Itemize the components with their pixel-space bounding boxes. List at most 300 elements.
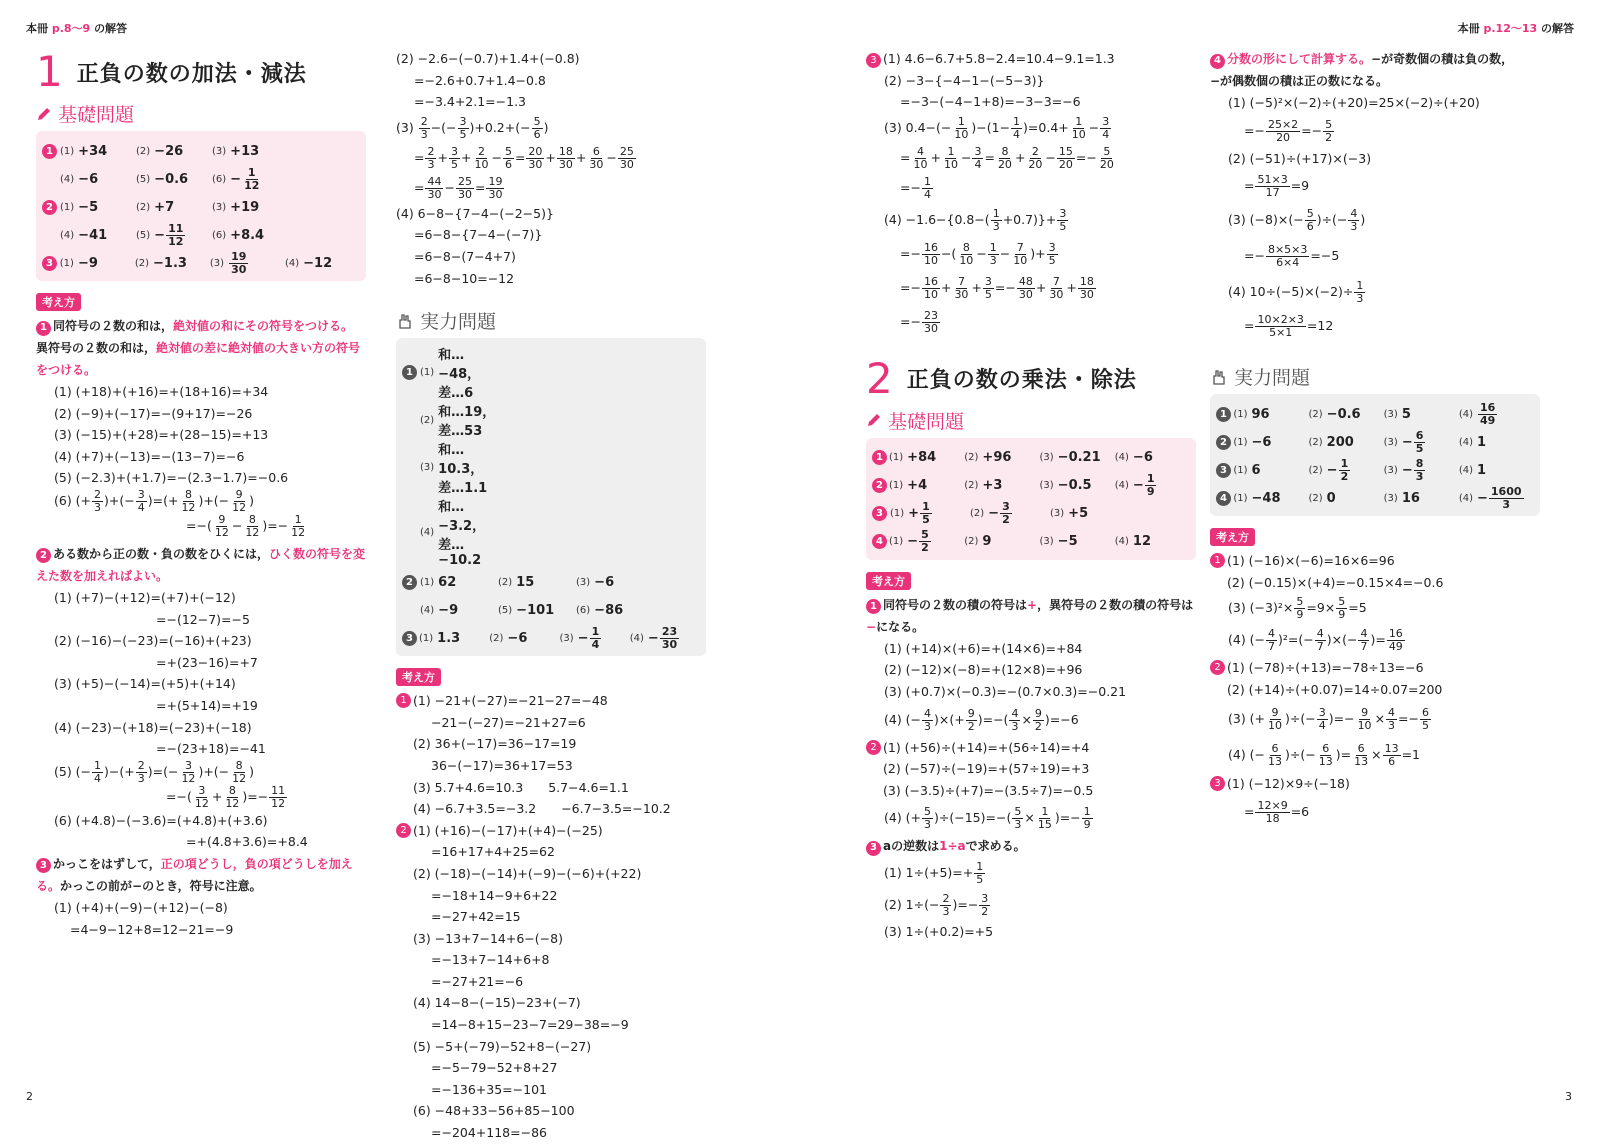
q-number-icon: 2 [402,575,417,590]
tag-prefix: 本冊 [1457,22,1480,35]
answer-label: (1) [59,257,74,269]
answer-label: (1) [420,367,435,379]
answer-label: (4) [420,604,435,616]
q-number-icon: 3 [872,506,887,521]
c4-k2-3: (3) (+ $\frac{9}{10}$ )÷(− $\frac{3}{4}$ )=− $\frac{9}{10}$ × $\frac{4}{3}$ =− $\frac{6}{5}$ [1228,705,1429,732]
answer-label: (3) [1383,464,1398,476]
answer-label: (2) [964,452,979,464]
note-text: 異符号の２数の和は， [36,341,157,355]
answer-cell [136,200,212,215]
answer-value: +13 [230,143,260,159]
c3-t4b: =− $\frac{16}{10}$ −( $\frac{8}{10}$ − $\frac{1}{3}$ − $\frac{7}{10}$ )+ $\frac{3}{5}$ [900,240,1056,267]
answer-value: −12 [303,255,333,271]
answer-value: 6 [1251,462,1261,478]
q-number-icon: 3 [42,256,57,271]
answer-cell [889,450,964,465]
answer-label: (1) [1233,408,1248,420]
c2-l7: (4) 6−8−{7−4−(−2−5)} [396,205,554,221]
answer-label: (2) [1308,408,1323,420]
answer-value: 和…−3.2，差…−10.2 [438,500,486,569]
answer-row [402,596,700,624]
q-number-icon: 2 [872,478,887,493]
solution-line: (3) 5.7+4.6=10.3 5.7−4.6=1.1 [413,779,629,795]
column-3 [866,48,1196,943]
c4-k3-1b: = $\frac{12\times 9}{18}$ =6 [1244,799,1310,826]
answer-cell [420,344,498,401]
answer-cell [136,172,212,187]
answer-cell [135,256,210,271]
answer-cell [1040,534,1115,549]
answer-cell [576,575,654,590]
answer-cell [212,200,288,215]
note-highlight: 正の項どうし，負の項どうしを加える。 [36,856,353,893]
answer-cell [964,450,1039,465]
answer-cell [489,631,559,646]
answer-value: 62 [438,574,457,590]
answer-value: 200 [1326,434,1354,450]
q-number-icon: 1 [1210,553,1225,568]
answer-cell [1309,458,1384,483]
answer-row [42,193,360,221]
answer-cell [970,501,1050,526]
answer-value: 和…−48，差…6 [438,348,481,402]
answer-cell [964,478,1039,493]
q-number-icon: 2 [36,548,51,563]
pencil-icon [866,412,882,428]
answer-cell [420,439,498,496]
answer-label: (1) [890,508,905,520]
solution-line: (4) 14−8−(−15)−23+(−7) [413,995,581,1011]
answer-label: (3) [209,257,225,269]
c4-k3-1: (1) (−12)×9÷(−18) [1227,775,1350,791]
q-number-slot [872,450,889,465]
note-text: −が奇数個の積は負の数， [1371,52,1514,66]
solution-line: =16+17+4+25=62 [431,844,555,860]
right-page-tag [1458,20,1574,36]
k3-1b: =4−9−12+8=12−21=−9 [70,921,234,937]
c4-l4: (4) 10÷(−5)×(−2)÷ $\frac{1}{3}$ [1228,279,1364,306]
solution-line: (4) (+7)+(−13)=−(13−7)=−6 [54,448,245,464]
solution-line: =−27+42=15 [431,909,521,925]
c2-l8: =6−8−{7−4−(−7)} [414,227,543,243]
answer-label: (3) [1039,536,1054,548]
jitsu-answers-box [1210,394,1540,516]
note-highlight: 絶対値の和にその符号をつける。 [173,319,354,333]
answer-label: (2) [136,201,151,213]
c4-k4: (4) (− $\frac{4}{7}$ )²=(− $\frac{4}{7}$ )×(− $\frac{4}{7}$ )= $\frac{16}{49}$ [1228,627,1403,654]
answer-label: (1) [420,576,435,588]
answer-label: (4) [629,632,644,644]
answer-cell [60,172,136,187]
answer-value: 和…10.3，差…1.1 [438,443,488,497]
answer-value: −0.6 [154,171,189,187]
section-title-text: 正負の数の加法・減法 [76,61,307,87]
answer-label: (5) [136,229,151,241]
answer-label: (1) [889,536,904,548]
q-number-slot [42,200,60,215]
solution-line: =−(23+18)=−41 [156,741,266,757]
jitsu-problems-heading [1210,363,1540,390]
solution-line: (3) −13+7−14+6−(−8) [413,930,563,946]
basic-label: 基礎問題 [888,410,965,433]
c4-k2-4: (4) (− $\frac{6}{13}$ )÷(− $\frac{6}{13}$ )= $\frac{6}{13}$ × $\frac{13}{6}$ =1 [1228,741,1421,768]
answer-label: (4) [60,229,75,241]
answer-label: (6) [212,229,227,241]
note-text: になる。 [876,619,925,634]
solution-line: (1) (+16)−(−17)+(+4)−(−25) [413,822,603,838]
solution-line: =−27+21=−6 [431,973,524,989]
solution-line: (5) (−2.3)+(+1.7)=−(2.3−1.7)=−0.6 [54,470,289,486]
answer-value: −6 [594,574,615,590]
basic-label: 基礎問題 [58,104,135,126]
answer-row [402,568,700,596]
s2j-q3-block [1210,773,1540,795]
solution-line: (6) −48+33−56+85−100 [413,1103,575,1119]
answer-value: −0.21 [1057,450,1101,466]
note-text: ，異符号の２数の積の符号は [1037,597,1194,612]
kangae-badge: 考え方 [866,572,911,590]
solution-line: =−204+118=−86 [431,1125,547,1141]
answer-value: +84 [907,450,937,466]
answer-value: − $\frac{6}{5}$ [1401,428,1424,455]
c3-k2-4: (4) (+ $\frac{5}{3}$ )÷(−15)=−( $\frac{5}{3}$ × $\frac{1}{15}$ )=− $\frac{1}{9}$ [884,805,1091,832]
answer-label: (1) [889,480,904,492]
c3-t3b: = $\frac{4}{10}$ + $\frac{1}{10}$ − $\frac{3}{4}$ = $\frac{8}{20}$ + $\frac{2}{20}$ − $\frac{15}{20}$ =− $\frac{5}{20}$ [900,144,1114,171]
answer-label: (4) [1458,464,1473,476]
note-s2-3 [866,835,1196,857]
solution-line: (1) (+56)÷(+14)=+(56÷14)=+4 [883,739,1090,755]
jitsu-problems-heading [396,307,706,334]
q-number-slot [872,478,889,493]
answer-cell [560,626,630,651]
basic-problems-heading [866,407,1196,434]
solution-line: =−3−(−4−1+8)=−3−3=−6 [900,94,1081,110]
answer-value: −26 [154,143,184,159]
answer-row [872,444,1190,472]
s2-kangae-1-lines [866,638,1196,703]
section-number: 2 [866,353,893,403]
answer-value: 1 [1476,434,1487,450]
solution-line: (1) (+14)×(+6)=+(14×6)=+84 [884,640,1083,656]
note-text: ある数から正の数・負の数をひくには， [53,546,270,561]
answer-cell [1384,430,1459,455]
answer-cell [1309,435,1384,450]
answer-cell [1233,435,1308,450]
c4-l4b: = $\frac{10\times 2\times 3}{5\times 1}$ =12 [1244,313,1334,340]
c3-k3-1: (1) 1÷(+5)=+ $\frac{1}{5}$ [884,860,984,887]
answer-value: −5 [78,199,99,215]
c3-k3-2: (2) 1÷(− $\frac{2}{3}$ )=− $\frac{3}{2}$ [884,892,989,919]
answer-label: (2) [489,632,504,644]
hand-icon [396,312,414,330]
solution-line: (1) (+7)−(+12)=(+7)+(−12) [54,589,236,605]
s2j-kangae-1-lines [1227,550,1443,593]
q-number-icon: 1 [36,321,51,336]
left-page-number: 2 [26,1090,33,1103]
q-number-icon: 3 [866,841,881,856]
answer-cell [890,501,970,526]
answer-label: (2) [136,145,151,157]
answer-cell [1309,491,1384,506]
solution-line: (3) (+5)−(−14)=(+5)+(+14) [54,676,236,692]
answer-value: − $\frac{5}{2}$ [907,528,929,555]
note-3 [36,853,366,897]
answer-label: (1) [889,452,904,464]
answer-value: 1.3 [437,630,461,646]
k3-1a: (1) (+4)+(−9)−(+12)−(−8) [54,899,228,915]
answer-value: +7 [154,199,175,215]
q-number-slot [1216,491,1233,506]
answer-row [42,249,360,277]
solution-line: (2) (−9)+(−17)=−(9+17)=−26 [54,405,253,421]
hand-icon [1210,368,1228,386]
solution-line: (4) (−23)−(+18)=(−23)+(−18) [54,719,252,735]
answer-value: −0.5 [1057,478,1092,494]
answer-value: −5 [1057,534,1078,550]
answer-value: − $\frac{1}{9}$ [1132,472,1155,499]
right-page-number: 3 [1565,1090,1572,1103]
answer-row [1216,484,1534,512]
note-text: aの逆数は [883,839,940,854]
answer-value: $\frac{19}{30}$ [231,249,247,276]
answer-value: 16 [1401,490,1420,506]
answer-value: −9 [77,255,98,271]
q-number-icon: 3 [866,53,881,68]
answer-cell [576,603,654,618]
answer-value: −41 [78,227,108,243]
answer-label: (1) [60,145,75,157]
answer-row [42,221,360,249]
left-page-tag [26,20,127,36]
solution-line: (2) (−16)−(−23)=(−16)+(+23) [54,633,252,649]
solution-line: (3) (+0.7)×(−0.3)=−(0.7×0.3)=−0.21 [884,683,1127,699]
answer-value: 15 [516,574,535,590]
answer-value: −101 [516,602,555,618]
note-highlight: − [866,619,877,634]
answer-value: $\frac{16}{49}$ [1479,400,1496,427]
q-number-icon: 1 [1216,407,1231,422]
answer-cell [964,534,1039,549]
answer-cell [1309,407,1384,422]
q-number-slot [1216,407,1233,422]
s2-kangae-2-lines [883,737,1093,802]
solution-line: (2) (−12)×(−8)=+(12×8)=+96 [884,662,1083,678]
kangae-badge: 考え方 [1210,528,1255,546]
answer-cell [1384,491,1459,506]
c3-t4c: =− $\frac{16}{10}$ + $\frac{7}{30}$ + $\frac{3}{5}$ =− $\frac{48}{30}$ + $\frac{7}{30}$ + $\frac{18}{30}$ [900,274,1094,301]
c2-l1: (2) −2.6−(−0.7)+1.4+(−0.8) [396,51,580,66]
answer-label: (5) [498,604,513,616]
answer-cell [1050,506,1130,521]
answer-label: (1) [1233,436,1248,448]
solution-line: 36−(−17)=36+17=53 [431,757,573,773]
solution-line: =−5−79−52+8+27 [431,1060,558,1076]
answer-label: (5) [136,173,151,185]
q-number-icon: 1 [42,144,57,159]
q-number-slot [42,256,60,271]
answer-row [1216,428,1534,456]
answer-value: −9 [438,602,459,618]
basic-answers-box [866,438,1196,560]
k1-6a: (6) (+ $\frac{2}{3}$ )+(− $\frac{3}{4}$ )=(+ $\frac{8}{12}$ )+(− $\frac{9}{12}$ ) [54,487,255,514]
q-number-icon: 3 [1210,776,1225,791]
k1-6b: =−( $\frac{9}{12}$ − $\frac{8}{12}$ )=− $\frac{1}{12}$ [186,512,306,539]
c4-k2-2: (2) (+14)÷(+0.07)=14÷0.07=200 [1227,681,1443,697]
answer-label: (4) [1458,492,1473,504]
c3-k3-3: (3) 1÷(+0.2)=+5 [884,924,994,940]
q-number-icon: 3 [402,631,417,646]
q-number-icon: 4 [872,534,887,549]
answer-label: (6) [212,173,227,185]
answer-label: (4) [1114,452,1129,464]
answer-cell [285,256,360,271]
answer-label: (4) [60,173,75,185]
solution-line: =−18+14−9+6+22 [431,887,558,903]
column-4 [1210,48,1540,830]
answer-cell [1459,402,1534,427]
answer-cell [1384,407,1459,422]
answer-cell [1115,450,1190,465]
answer-row [872,528,1190,556]
answer-cell [1115,534,1190,549]
solution-line: (3) (−15)+(+28)=+(28−15)=+13 [54,427,269,443]
answer-value: +96 [982,450,1012,466]
kangae-2-lines [36,587,366,760]
answer-cell [212,144,288,159]
note-text: 同符号の２数の和は， [53,319,174,333]
solution-line: (4) −6.7+3.5=−3.2 −6.7−3.5=−10.2 [413,801,671,817]
answer-value: − $\frac{11}{12}$ [154,221,184,248]
c3-k1-4: (4) (− $\frac{4}{3}$ )×(+ $\frac{9}{2}$ )=−( $\frac{4}{3}$ × $\frac{9}{2}$ )=−6 [884,706,1079,733]
q-number-icon: 1 [396,693,411,708]
answer-label: (2) [1308,436,1323,448]
answer-value: −6 [1132,450,1153,466]
solution-line: (3) (−3.5)÷(+7)=−(3.5÷7)=−0.5 [883,782,1094,798]
answer-label: (4) [1458,408,1473,420]
kangae-badge: 考え方 [36,293,81,311]
k2-5a: (5) (− $\frac{1}{4}$ )−(+ $\frac{2}{3}$ )=(− $\frac{3}{12}$ )+(− $\frac{8}{12}$ ) [54,758,255,785]
note-2 [36,543,366,587]
answer-value: +8.4 [230,227,265,243]
answer-row [402,624,700,652]
solution-line: =−13+7−14+6+8 [431,952,550,968]
jitsu-label: 実力問題 [420,311,497,334]
c2-l3: =−3.4+2.1=−1.3 [414,94,527,110]
answer-label: (1) [419,632,434,644]
answer-value: − $\frac{1}{4}$ [577,624,600,651]
answer-cell [1459,463,1534,478]
answer-row [402,344,700,401]
q-number-slot [872,534,889,549]
column-1 [36,48,366,940]
col3-top-lines [866,48,1196,113]
c2-l2: =−2.6+0.7+1.4−0.8 [414,72,546,88]
answer-cell [210,251,285,276]
kangae-1-lines [36,381,366,489]
q-number-icon: 4 [1216,491,1231,506]
section-title-text: 正負の数の乗法・除法 [906,368,1137,394]
answer-label: (2) [134,257,150,269]
q-number-slot [872,506,890,521]
solution-line: (2) (−18)−(−14)+(−9)−(−6)+(+22) [413,865,642,881]
answer-cell [1384,458,1459,483]
answer-label: (2) [964,536,979,548]
q-number-slot [42,144,60,159]
answer-cell [136,223,212,248]
q-number-icon: 1 [402,365,417,380]
answer-value: −86 [594,602,624,618]
answer-cell [1115,473,1190,498]
c2-l6: = $\frac{44}{30}$ − $\frac{25}{30}$ = $\frac{19}{30}$ [414,174,503,201]
answer-cell [1459,435,1534,450]
answer-label: (1) [1233,464,1248,476]
solution-line: (2) 36+(−17)=36−17=19 [413,736,577,752]
q-number-icon: 3 [36,858,51,873]
answer-cell [420,496,498,568]
c4-l2b: = $\frac{51\times 3}{17}$ =9 [1244,173,1310,200]
answer-value: −6 [507,630,528,646]
answer-label: (3) [1050,508,1065,520]
c2-l4: (3) $\frac{2}{3}$ −(− $\frac{3}{5}$ )+0.2+(− $\frac{5}{6}$ ) [396,114,549,141]
answer-label: (3) [1039,452,1054,464]
answer-value: 和…19，差…53 [438,405,496,440]
solution-line: (1) −21+(−27)=−21−27=−48 [413,693,608,709]
answer-value: +5 [1068,506,1089,522]
solution-line: =+(5+14)=+19 [156,697,258,713]
answer-value: − $\frac{3}{2}$ [988,500,1010,527]
answer-label: (2) [964,480,979,492]
answer-label: (3) [212,145,227,157]
pencil-icon [36,106,52,122]
answer-cell [630,626,700,651]
answer-row [1216,456,1534,484]
answer-label: (3) [1039,480,1054,492]
kangae-badge: 考え方 [396,668,441,686]
answer-label: (3) [559,632,574,644]
answer-cell [420,401,498,439]
answer-label: (2) [1308,492,1323,504]
q-number-icon: 4 [1210,54,1225,69]
jitsu-label: 実力問題 [1234,367,1311,390]
answer-row [872,472,1190,500]
answer-row [402,401,700,439]
note-text: で求める。 [965,839,1026,854]
q-number-slot [402,575,420,590]
answer-label: (4) [284,257,300,269]
q-number-icon: 2 [396,823,411,838]
answer-value: 0 [1326,490,1336,506]
note-1 [36,315,366,381]
tag-suffix: の解答 [1541,22,1574,35]
answer-label: (4) [1114,480,1129,492]
q-number-slot [402,365,420,380]
answer-value: −0.6 [1326,406,1361,422]
answer-value: +19 [230,199,260,215]
q-number-icon: 2 [866,740,881,755]
k2-6a: (6) (+4.8)−(−3.6)=(+4.8)+(+3.6) [54,812,268,828]
k2-5b: =−( $\frac{3}{12}$ + $\frac{8}{12}$ )=− $\frac{11}{12}$ [166,783,286,810]
answer-cell [498,575,576,590]
answer-value: +3 [982,478,1003,494]
answer-value: − $\frac{1600}{3}$ [1476,484,1522,511]
solution-line: (1) (−16)×(−6)=16×6=96 [1227,553,1395,569]
answer-label: (4) [1114,536,1129,548]
solution-line: (2) (−57)÷(−19)=+(57÷19)=+3 [883,761,1090,777]
solution-line: =+(23−16)=+7 [156,654,258,670]
answer-label: (3) [1383,492,1398,504]
answer-value: −6 [78,171,99,187]
solution-line: (2) (−0.15)×(+4)=−0.15×4=−0.6 [1227,574,1444,590]
